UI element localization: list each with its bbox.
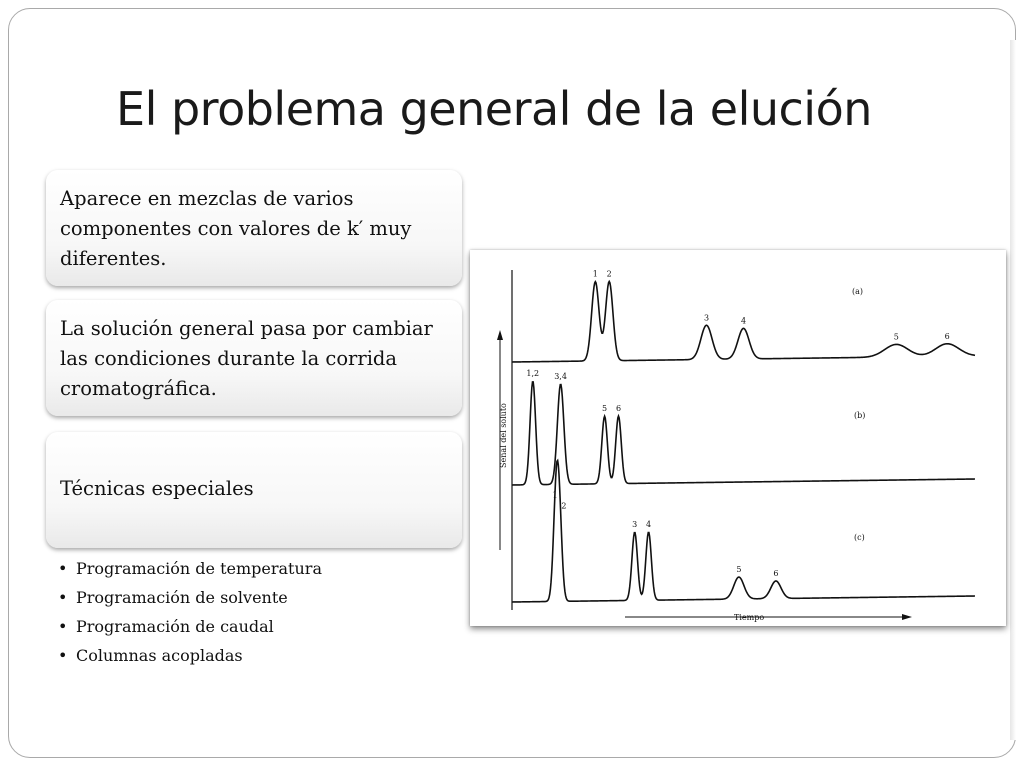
bullet-item-text: Programación de solvente (76, 588, 288, 607)
slide-edge-shadow (1010, 40, 1016, 740)
peak-label: 1 (552, 490, 558, 500)
bullet-item (58, 583, 322, 612)
peak-label: 5 (893, 332, 899, 342)
content-box-1 (46, 170, 462, 286)
chromatogram-figure (470, 250, 1006, 626)
panel-label-3: (c) (854, 533, 865, 542)
bullet-list (58, 554, 322, 670)
x-arrow-head-icon (902, 614, 912, 620)
bullet-item (58, 641, 322, 670)
peak-label: 5 (736, 565, 742, 575)
y-arrow-head-icon (497, 330, 503, 340)
peak-label: 6 (773, 569, 779, 578)
slide-title: El problema general de la elución (116, 82, 872, 136)
panel-label-2: (b) (854, 411, 866, 420)
x-axis-label: Tiempo (734, 613, 765, 622)
peak-label: 6 (944, 331, 950, 341)
peak-label: 5 (602, 404, 608, 414)
y-axis-label: Señal del soluto (499, 403, 508, 468)
bullet-item-text: Columnas acopladas (76, 646, 243, 665)
bullet-item-text: Programación de caudal (76, 617, 274, 636)
bullet-dot-icon: • (58, 617, 68, 636)
peak-label: 4 (646, 520, 652, 529)
chromatogram-trace-2 (512, 382, 975, 485)
peak-label: 1,2 (526, 369, 540, 379)
bullet-dot-icon: • (58, 646, 68, 665)
bullet-item-text: Programación de temperatura (76, 559, 322, 578)
peak-label: 4 (740, 316, 747, 326)
peak-label: 2 (606, 269, 612, 279)
bullet-item (58, 554, 322, 583)
peak-label: 6 (615, 404, 622, 413)
chromatogram-svg (470, 250, 1006, 626)
content-box-3-text: Técnicas especiales (60, 477, 254, 500)
bullet-dot-icon: • (58, 588, 68, 607)
content-box-2-text: La solución general pasa por cambiar las condiciones durante la corrida cromatográfica. (60, 317, 433, 400)
peak-label: 1 (592, 269, 598, 279)
panels-group (512, 270, 975, 603)
bullet-item (58, 612, 322, 641)
peak-label: 3 (632, 520, 638, 530)
content-box-3 (46, 432, 462, 548)
peak-label: 3,4 (554, 372, 567, 382)
content-box-2 (46, 300, 462, 416)
panel-label-1: (a) (852, 287, 864, 296)
peak-label: 2 (561, 501, 567, 511)
bullet-dot-icon: • (58, 559, 68, 578)
peak-label: 3 (703, 313, 710, 323)
content-box-1-text: Aparece en mezclas de varios componentes con valores de k′ muy diferentes. (60, 187, 412, 270)
